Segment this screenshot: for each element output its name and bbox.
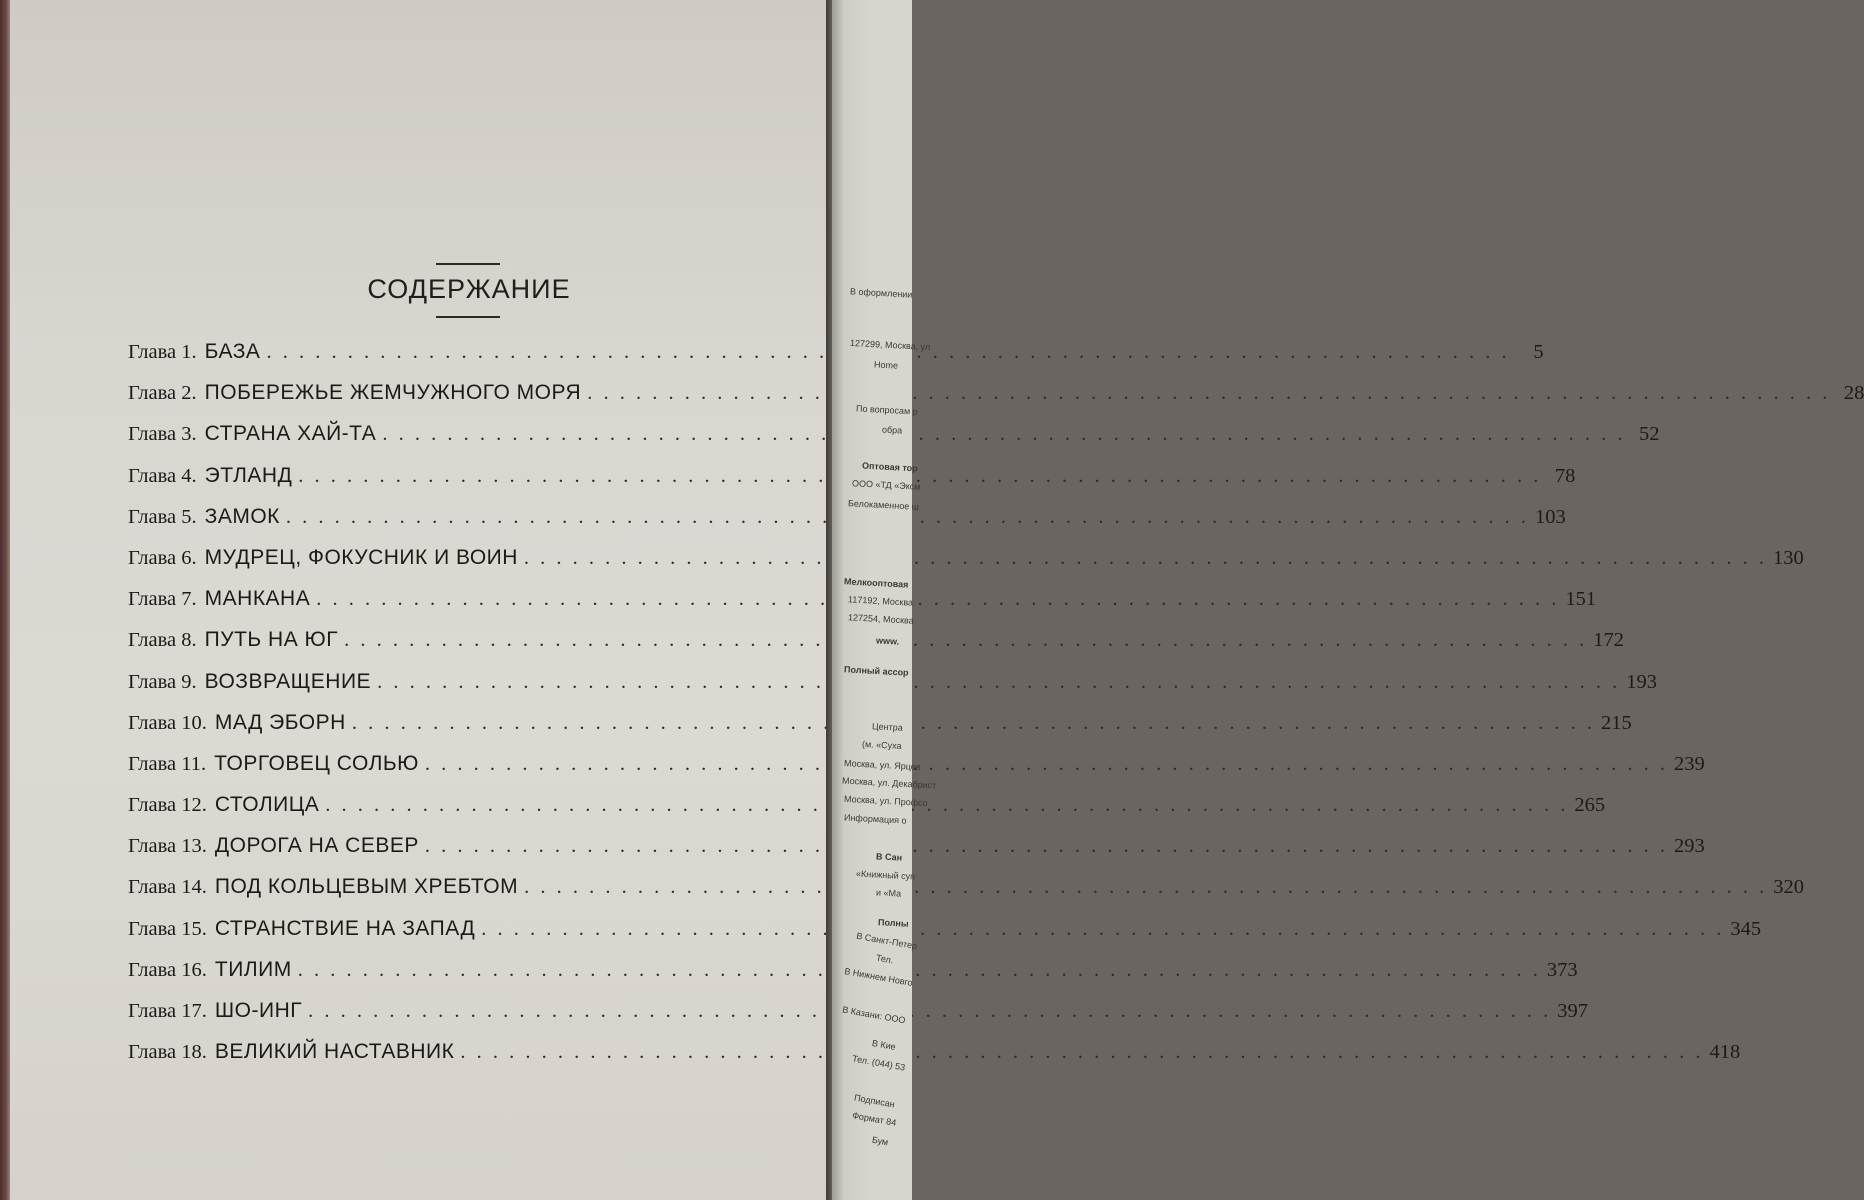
imprint-line: Тел.: [875, 952, 895, 966]
page-number: 151: [1565, 588, 1597, 611]
imprint-line: Тел. (044) 53: [851, 1053, 906, 1073]
page-number: 5: [1533, 341, 1544, 363]
dot-leader: [316, 588, 1559, 611]
imprint-line: В Казани: ООО: [841, 1004, 907, 1026]
imprint-line: Белокаменное ш: [847, 498, 920, 512]
page-number: 193: [1626, 670, 1657, 693]
chapter-number: Глава 6.: [128, 546, 197, 569]
imprint-line: В Кие: [871, 1038, 897, 1052]
dot-leader: [325, 794, 1568, 817]
chapter-title: ПУТЬ НА ЮГ: [204, 628, 339, 652]
chapter-number: Глава 14.: [128, 876, 207, 899]
imprint-line: Центра: [871, 721, 904, 733]
page-number: 418: [1709, 1041, 1741, 1064]
dot-leader: [460, 1041, 1703, 1064]
imprint-line: Москва, ул. Профсо: [843, 793, 928, 809]
dot-leader: [298, 959, 1541, 982]
imprint-line: Подписан: [853, 1092, 896, 1110]
imprint-line: 127299, Москва, ул: [849, 337, 931, 353]
page-number: 52: [1638, 423, 1660, 446]
dot-leader: [587, 382, 1830, 405]
chapter-title: СТРАНА ХАЙ-ТА: [204, 422, 377, 446]
imprint-line: «Книжный суп: [855, 868, 916, 882]
chapter-number: Глава 12.: [128, 794, 207, 817]
imprint-line: www.: [875, 635, 900, 647]
chapter-number: Глава 8.: [128, 629, 197, 652]
dot-leader: [352, 712, 1595, 735]
imprint-line: В Нижнем Новго: [843, 966, 914, 988]
chapter-number: Глава 9.: [128, 670, 197, 693]
page-number: 172: [1593, 629, 1625, 652]
page-number: 293: [1673, 835, 1705, 858]
chapter-title: ШО-ИНГ: [214, 999, 303, 1022]
page-number: 78: [1554, 464, 1576, 487]
chapter-number: Глава 4.: [128, 464, 197, 487]
title-rule-top: [436, 263, 500, 265]
chapter-number: Глава 10.: [128, 711, 207, 734]
page-number: 373: [1546, 958, 1578, 981]
dot-leader: [377, 671, 1620, 694]
page-number: 103: [1535, 505, 1566, 528]
chapter-title: МУДРЕЦ, ФОКУСНИК И ВОИН: [204, 545, 518, 569]
chapter-number: Глава 3.: [128, 423, 197, 446]
chapter-title: ВОЗВРАЩЕНИЕ: [204, 669, 372, 693]
dot-leader: [382, 423, 1625, 446]
chapter-title: ДОРОГА НА СЕВЕР: [214, 834, 419, 858]
chapter-title: СТРАНСТВИЕ НА ЗАПАД: [214, 916, 476, 940]
dot-leader: [524, 876, 1767, 899]
title-rule-bottom: [436, 316, 500, 318]
page-number: 320: [1773, 876, 1804, 899]
chapter-number: Глава 13.: [128, 835, 207, 858]
dot-leader: [425, 835, 1668, 858]
page-number: 239: [1673, 752, 1705, 775]
chapter-number: Глава 17.: [128, 1000, 207, 1022]
imprint-page-edge: [832, 0, 937, 1200]
chapter-number: Глава 18.: [128, 1041, 207, 1064]
imprint-line: В оформлении: [849, 286, 913, 300]
chapter-title: ЗАМОК: [204, 504, 280, 528]
dot-leader: [344, 629, 1587, 652]
page-number: 345: [1730, 917, 1762, 940]
chapter-title: МАНКАНА: [204, 587, 311, 611]
chapter-number: Глава 11.: [128, 752, 207, 775]
page-title: СОДЕРЖАНИЕ: [367, 274, 571, 304]
imprint-line: Информация о: [843, 812, 907, 826]
imprint-line: 127254, Москва: [847, 612, 914, 626]
page-number: 130: [1773, 546, 1804, 569]
imprint-line: Мелкооптовая: [843, 576, 909, 590]
imprint-line: В Сан: [875, 851, 903, 863]
chapter-number: Глава 1.: [128, 341, 197, 363]
imprint-line: ООО «ТД «Эксм: [851, 478, 921, 492]
imprint-line: Оптовая тор: [861, 460, 918, 474]
chapter-number: Глава 2.: [128, 382, 197, 405]
imprint-line: Полны: [877, 917, 909, 929]
dot-leader: [524, 547, 1767, 570]
chapter-title: ЭТЛАНД: [204, 463, 293, 487]
chapter-title: БАЗА: [204, 340, 261, 363]
imprint-line: Москва, ул. Декабрист: [841, 775, 937, 791]
chapter-title: ПОД КОЛЬЦЕВЫМ ХРЕБТОМ: [214, 875, 519, 899]
dot-leader: [425, 753, 1668, 776]
imprint-line: Формат 84: [851, 1110, 898, 1128]
imprint-line: Home: [873, 359, 899, 371]
dot-leader: [308, 1000, 1551, 1023]
chapter-title: ТИЛИМ: [214, 957, 292, 981]
chapter-title: МАД ЭБОРН: [214, 710, 346, 734]
chapter-title: ПОБЕРЕЖЬЕ ЖЕМЧУЖНОГО МОРЯ: [204, 381, 582, 405]
imprint-line: В Санкт-Петер: [855, 930, 918, 952]
imprint-line: 117192, Москва: [847, 594, 914, 608]
imprint-line: Полный ассор: [843, 664, 909, 678]
page-number: 215: [1600, 711, 1632, 734]
dot-leader: [481, 918, 1724, 941]
chapter-number: Глава 7.: [128, 588, 197, 611]
page-number: 28: [1843, 382, 1864, 405]
imprint-line: (м. «Суха: [861, 738, 902, 752]
imprint-line: Москва, ул. Ярцев: [843, 758, 921, 772]
imprint-line: По вопросам р: [855, 403, 918, 417]
chapter-number: Глава 5.: [128, 505, 197, 528]
page-number: 265: [1574, 794, 1606, 817]
chapter-number: Глава 16.: [128, 958, 207, 981]
chapter-title: ТОРГОВЕЦ СОЛЬЮ: [214, 751, 419, 775]
chapter-title: ВЕЛИКИЙ НАСТАВНИК: [214, 1040, 455, 1064]
imprint-line: обра: [881, 424, 903, 436]
chapter-number: Глава 15.: [128, 917, 207, 940]
imprint-line: и «Ма: [875, 887, 902, 899]
chapter-title: СТОЛИЦА: [214, 793, 320, 817]
imprint-line: Бум: [871, 1134, 890, 1148]
page-number: 397: [1557, 1000, 1588, 1022]
